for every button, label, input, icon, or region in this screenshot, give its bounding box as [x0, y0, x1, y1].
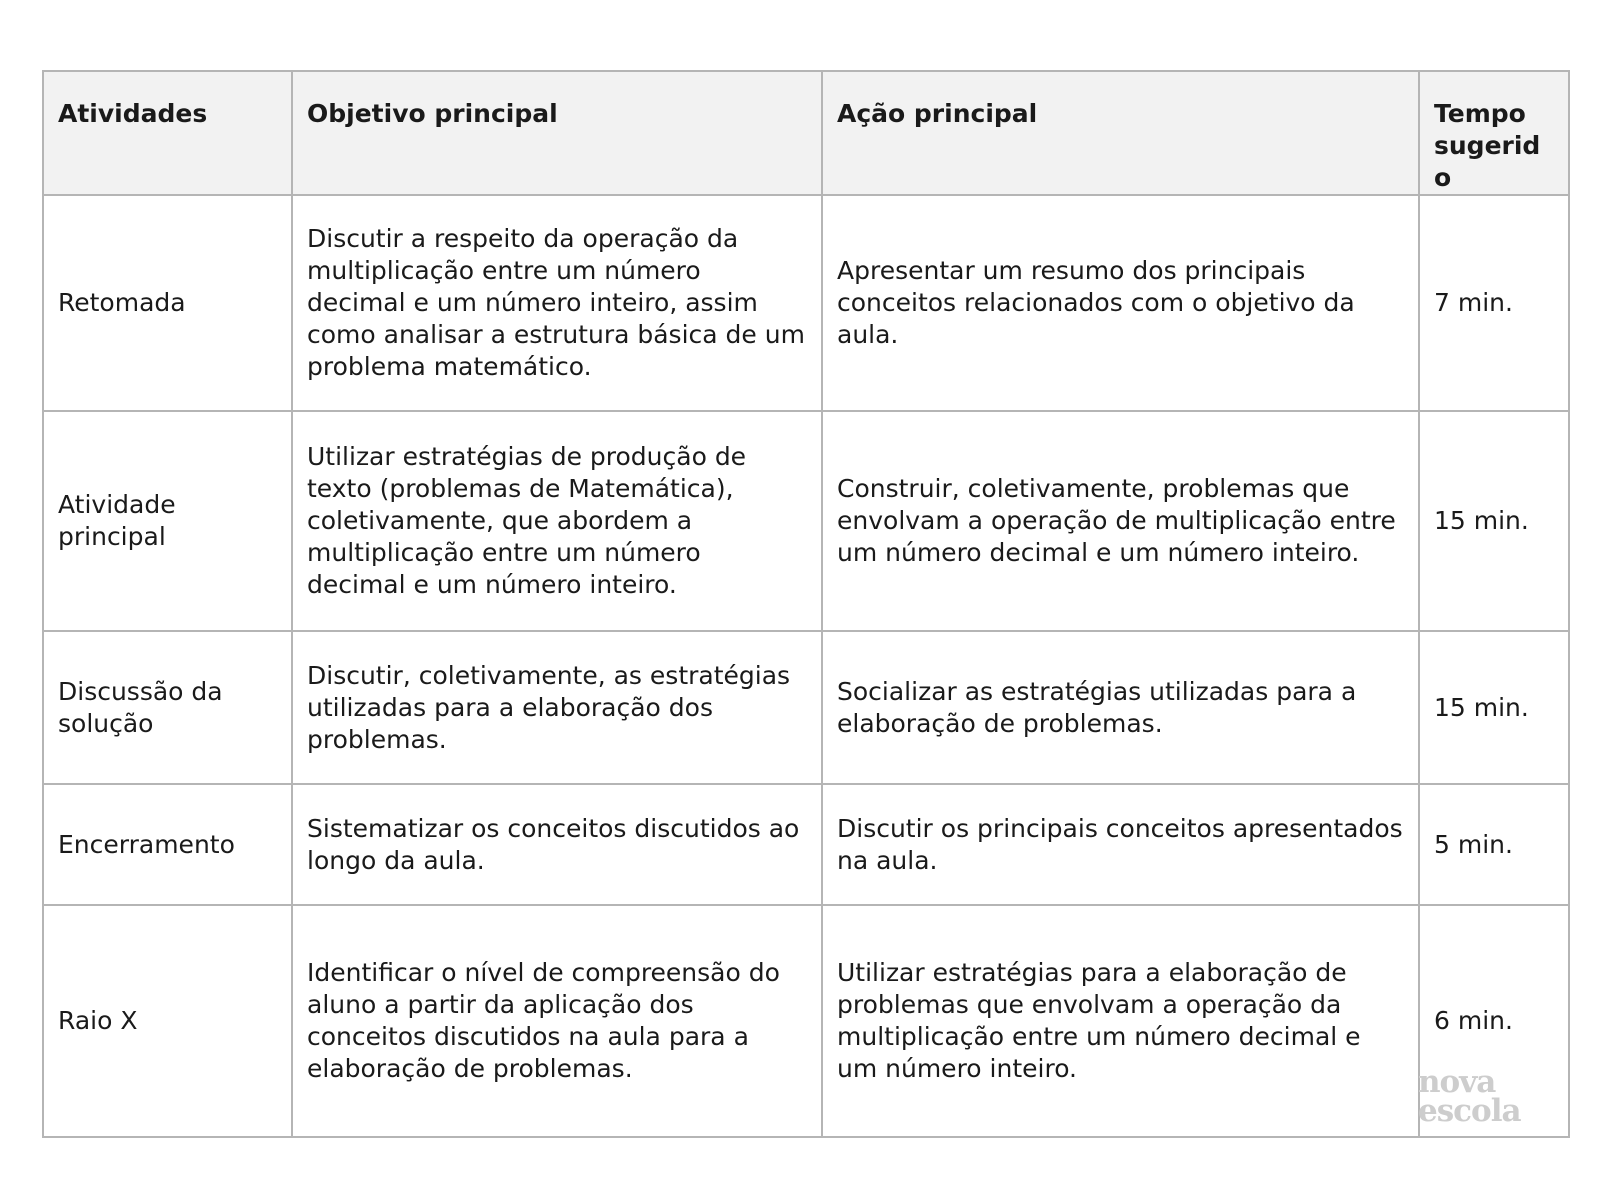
- logo-line-2: escola: [1418, 1093, 1521, 1129]
- cell-tempo: 15 min.: [1419, 631, 1569, 784]
- cell-acao: Apresentar um resumo dos principais conceitos relacionados com o objetivo da aula.: [822, 195, 1419, 411]
- cell-atividade: Raio X: [43, 905, 292, 1137]
- cell-acao: Discutir os principais conceitos apresentados na aula.: [822, 784, 1419, 905]
- cell-tempo: 7 min.: [1419, 195, 1569, 411]
- cell-objetivo: Discutir a respeito da operação da multiplicação entre um número decimal e um número inteiro, assim como analisar a estrutura básica de um problema matemático.: [292, 195, 822, 411]
- header-objetivo: Objetivo principal: [292, 71, 822, 195]
- cell-objetivo: Sistematizar os conceitos discutidos ao longo da aula.: [292, 784, 822, 905]
- cell-objetivo: Identificar o nível de compreensão do aluno a partir da aplicação dos conceitos discutidos na aula para a elaboração de problemas.: [292, 905, 822, 1137]
- logo-line-1: nova: [1418, 1064, 1496, 1100]
- cell-atividade: Retomada: [43, 195, 292, 411]
- table-header-row: [43, 71, 1569, 195]
- header-atividades: Atividades: [43, 71, 292, 195]
- nova-escola-logo: [1418, 1064, 1521, 1129]
- cell-tempo: 15 min.: [1419, 411, 1569, 631]
- cell-atividade: Discussão da solução: [43, 631, 292, 784]
- table-row: [43, 631, 1569, 784]
- cell-tempo: 6 min.: [1434, 1006, 1513, 1035]
- cell-tempo: 5 min.: [1419, 784, 1569, 905]
- lesson-plan-table: [42, 70, 1570, 1138]
- table-row: [43, 195, 1569, 411]
- header-acao: Ação principal: [822, 71, 1419, 195]
- table-row: [43, 905, 1569, 1137]
- cell-objetivo: Discutir, coletivamente, as estratégias utilizadas para a elaboração dos problemas.: [292, 631, 822, 784]
- table-row: [43, 784, 1569, 905]
- cell-atividade: Encerramento: [43, 784, 292, 905]
- cell-acao: Utilizar estratégias para a elaboração de problemas que envolvam a operação da multiplicação entre um número decimal e um número inteiro.: [822, 905, 1419, 1137]
- cell-objetivo: Utilizar estratégias de produção de texto (problemas de Matemática), coletivamente, que abordem a multiplicação entre um número decimal e um número inteiro.: [292, 411, 822, 631]
- cell-atividade: Atividade principal: [43, 411, 292, 631]
- cell-acao: Socializar as estratégias utilizadas para a elaboração de problemas.: [822, 631, 1419, 784]
- cell-acao: Construir, coletivamente, problemas que envolvam a operação de multiplicação entre um número decimal e um número inteiro.: [822, 411, 1419, 631]
- table-row: [43, 411, 1569, 631]
- header-tempo: Tempo sugerido: [1419, 71, 1569, 195]
